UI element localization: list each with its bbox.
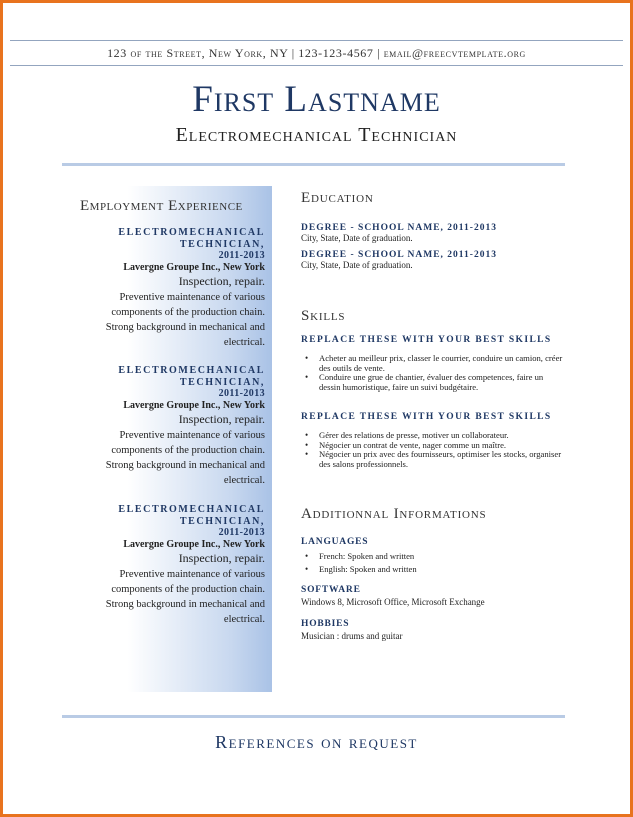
language-item: • English: Spoken and written [305,563,565,576]
bottom-divider [62,715,565,718]
skill-item: • Acheter au meilleur prix, classer le courrier, conduire un camion, créer des outils de vente. [305,354,565,373]
education-degree: DEGREE - SCHOOL NAME, 2011-2013 [301,223,497,233]
education-degree: DEGREE - SCHOOL NAME, 2011-2013 [301,250,497,260]
language-item: • French: Spoken and written [305,550,565,563]
job-desc-line: Preventive maintenance of various [119,568,265,580]
skills-list [305,354,565,392]
candidate-name: First Lastname [192,79,441,120]
contact-line: 123 of the Street, New York, NY | 123-123-4567 | email@freecvtemplate.org [107,46,526,60]
job-title: TECHNICIAN, [179,376,265,388]
education-heading: Education [301,190,374,206]
hobbies-heading: HOBBIES [301,619,350,629]
software-text: Windows 8, Microsoft Office, Microsoft Exchange [301,597,485,607]
job-role: Inspection, repair. [178,550,265,565]
software-heading: SOFTWARE [301,585,361,595]
skills-list [305,431,565,469]
job-entry [75,365,265,488]
job-desc-line: Strong background in mechanical and [105,598,265,610]
job-title: ELECTROMECHANICAL [118,365,265,376]
skills-group-title: REPLACE THESE WITH YOUR BEST SKILLS [301,335,552,345]
employment-heading: Employment Experience [80,198,243,214]
job-company: Lavergne Groupe Inc., New York [123,261,265,273]
job-company: Lavergne Groupe Inc., New York [123,399,265,411]
hobbies-text: Musician : drums and guitar [301,631,403,641]
job-desc-line: Preventive maintenance of various [119,291,265,303]
candidate-title: Electromechanical Technician [175,124,458,146]
employment-column [66,186,272,692]
education-details: City, State, Date of graduation. [301,260,413,270]
job-desc-line: components of the production chain. [111,583,265,595]
job-desc-line: components of the production chain. [111,444,265,456]
job-title: ELECTROMECHANICAL [118,227,265,238]
job-title: TECHNICIAN, [179,238,265,250]
job-desc-line: Strong background in mechanical and [105,321,265,333]
references-note: References on request [215,732,418,752]
skill-item: • Négocier un contrat de vente, nager comme un maître. [305,441,565,451]
skill-item: • Gérer des relations de presse, motiver un collaborateur. [305,431,565,441]
skill-item: • Négocier un prix avec des fournisseurs, optimiser les stocks, organiser des salons professionnels. [305,450,565,469]
job-role: Inspection, repair. [178,411,265,426]
job-description [75,567,265,627]
job-company: Lavergne Groupe Inc., New York [123,538,265,550]
job-desc-line: Preventive maintenance of various [119,429,265,441]
skills-group-title: REPLACE THESE WITH YOUR BEST SKILLS [301,412,552,422]
languages-heading: LANGUAGES [301,537,369,547]
skill-item: • Conduire une grue de chantier, évaluer des competences, faire un dessin humoristique, faire un suivi budgétaire. [305,373,565,392]
job-title: ELECTROMECHANICAL [118,504,265,515]
job-description [75,428,265,488]
languages-list [305,550,565,576]
contact-bar [10,40,623,66]
job-desc-line: electrical. [223,336,265,348]
job-desc-line: Strong background in mechanical and [105,459,265,471]
job-role: Inspection, repair. [178,273,265,288]
job-entry [75,227,265,350]
job-years: 2011-2013 [218,250,265,261]
job-years: 2011-2013 [218,388,265,399]
job-desc-line: electrical. [223,474,265,486]
job-entry [75,504,265,627]
job-description [75,290,265,350]
job-desc-line: components of the production chain. [111,306,265,318]
resume-page [6,6,627,811]
job-title: TECHNICIAN, [179,515,265,527]
job-years: 2011-2013 [218,527,265,538]
top-divider [62,163,565,166]
job-desc-line: electrical. [223,613,265,625]
education-details: City, State, Date of graduation. [301,233,413,243]
additional-heading: Additionnal Informations [301,506,487,522]
skills-heading: Skills [301,308,346,324]
